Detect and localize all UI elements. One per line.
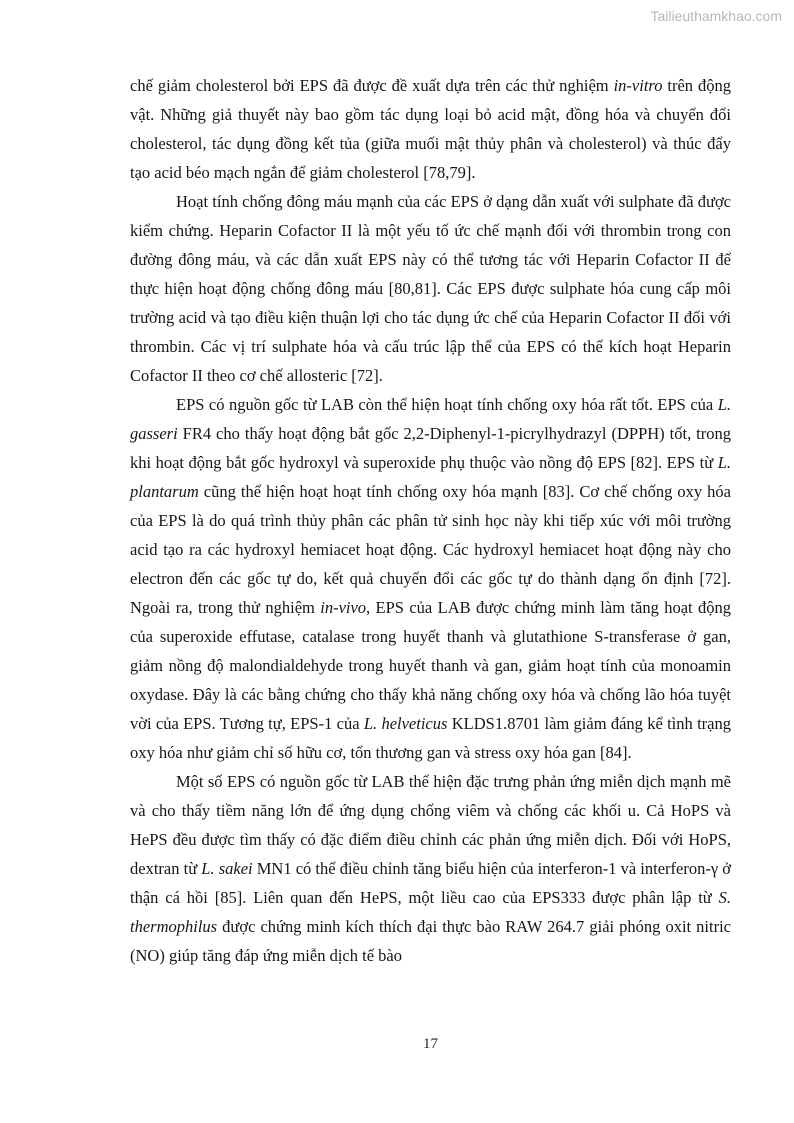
page-number: 17 bbox=[423, 1036, 438, 1052]
italic-text-run: L. sakei bbox=[201, 859, 253, 878]
paragraph-immune bbox=[130, 767, 731, 970]
paragraph-anticoagulant bbox=[130, 187, 731, 390]
text-run: Một số EPS có nguồn gốc từ LAB thể hiện đặc trưng phản ứng miễn dịch mạnh mẽ và cho thấy tiềm năng lớn để ứng dụng chống viêm và chống các khối u. Cả HoPS và HePS đều được tìm thấy có đặc điểm điều chỉnh các phản ứng miễn dịch. Đối với HoPS, dextran từ bbox=[130, 772, 731, 878]
body-text bbox=[130, 71, 731, 970]
italic-text-run: S. thermophilus bbox=[130, 888, 731, 936]
text-run: chế giảm cholesterol bởi EPS đã được đề xuất dựa trên các thử nghiệm bbox=[130, 76, 614, 95]
paragraph-antioxidant bbox=[130, 390, 731, 767]
text-run: EPS có nguồn gốc từ LAB còn thể hiện hoạt tính chống oxy hóa rất tốt. EPS của bbox=[176, 395, 718, 414]
text-run: trên động vật. Những giả thuyết này bao gồm tác dụng loại bỏ acid mật, đồng hóa và chuyển đổi cholesterol, tác dụng đồng kết tủa (giữa muối mật thủy phân và cholesterol) và thúc đẩy tạo acid béo mạch ngắn để giảm cholesterol [78,79]. bbox=[130, 76, 731, 182]
text-run: , EPS của LAB được chứng minh làm tăng hoạt động của superoxide effutase, catalase trong huyết thanh và glutathione S-transferase ở gan, giảm nồng độ malondialdehyde trong huyết thanh và gan, giảm hoạt tính của monoamin oxydase. Đây là các bằng chứng cho thấy khả năng chống oxy hóa và chống lão hóa tuyệt vời của EPS. Tương tự, EPS-1 của bbox=[130, 598, 731, 733]
text-run: FR4 cho thấy hoạt động bắt gốc 2,2-Diphenyl-1-picrylhydrazyl (DPPH) tốt, trong khi hoạt động bắt gốc hydroxyl và superoxide phụ thuộc vào nồng độ EPS [82]. EPS từ bbox=[130, 424, 731, 472]
italic-text-run: L. gasseri bbox=[130, 395, 731, 443]
text-run: Hoạt tính chống đông máu mạnh của các EPS ở dạng dẫn xuất với sulphate đã được kiểm chứng. Heparin Cofactor II là một yếu tố ức chế mạnh đối với thrombin trong con đường đông máu, và các dẫn xuất EPS này có thể tương tác với Heparin Cofactor II để thực hiện hoạt động chống đông máu [80,81]. Các EPS được sulphate hóa cung cấp môi trường acid và tạo điều kiện thuận lợi cho tác dụng ức chế của Heparin Cofactor II đối với thrombin. Các vị trí sulphate hóa và cấu trúc lập thể của EPS có thể kích hoạt Heparin Cofactor II theo cơ chế allosteric [72]. bbox=[130, 192, 731, 385]
text-run: MN1 có thể điều chỉnh tăng biểu hiện của interferon-1 và interferon-γ ở thận cá hồi [85]. Liên quan đến HePS, một liều cao của EPS333 được phân lập từ bbox=[130, 859, 731, 907]
text-run: được chứng minh kích thích đại thực bào RAW 264.7 giải phóng oxit nitric (NO) giúp tăng đáp ứng miễn dịch tế bào bbox=[130, 917, 731, 965]
italic-text-run: L. plantarum bbox=[130, 453, 731, 501]
italic-text-run: L. helveticus bbox=[363, 714, 448, 733]
text-run: KLDS1.8701 làm giảm đáng kể tình trạng oxy hóa như giảm chỉ số hữu cơ, tổn thương gan và stress oxy hóa gan [84]. bbox=[130, 714, 731, 762]
watermark-text: Tailieuthamkhao.com bbox=[650, 8, 782, 24]
italic-text-run: in-vitro bbox=[613, 76, 663, 95]
text-run: cũng thể hiện hoạt hoạt tính chống oxy hóa mạnh [83]. Cơ chế chống oxy hóa của EPS là do quá trình thủy phân các phân tử sinh học này khi tiếp xúc với môi trường acid tạo ra các hydroxyl hemiacet hoạt động. Các hydroxyl hemiacet hoạt động này cho electron đến các gốc tự do, kết quả chuyển đổi các gốc tự do thành dạng ổn định [72]. Ngoài ra, trong thử nghiệm bbox=[130, 482, 731, 617]
paragraph-cholesterol bbox=[130, 71, 731, 187]
italic-text-run: in-vivo bbox=[320, 598, 367, 617]
